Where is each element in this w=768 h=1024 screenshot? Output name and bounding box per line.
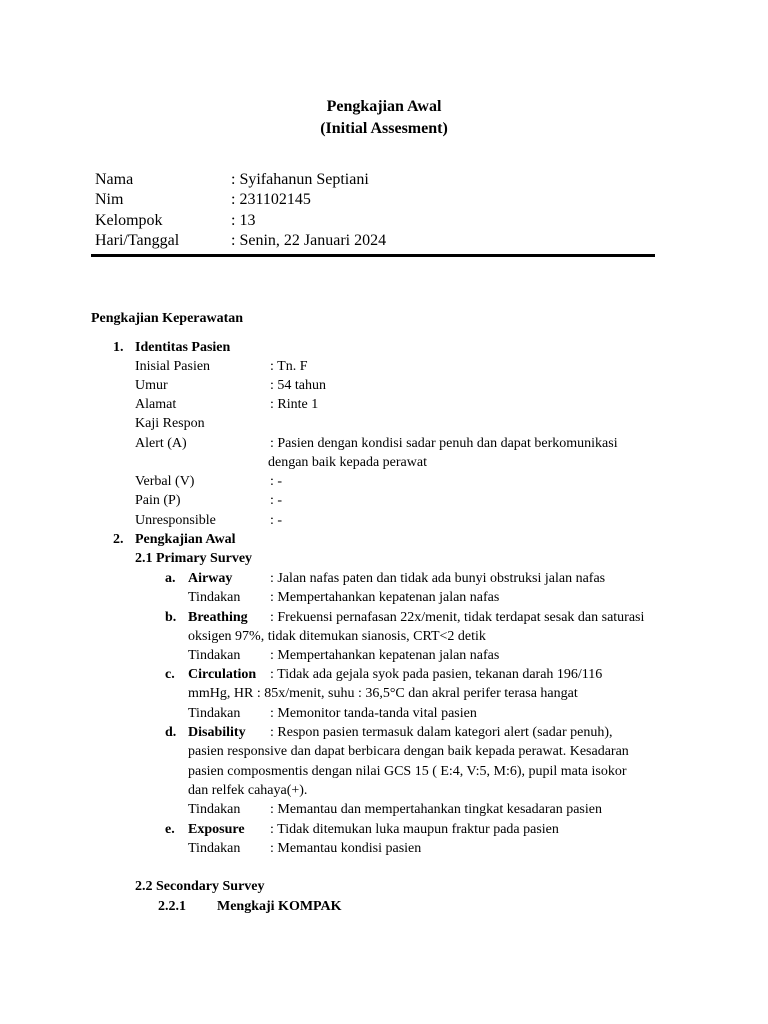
exposure-tindakan-label: Tindakan [188, 841, 241, 856]
identitas-label-inisial: Inisial Pasien [135, 359, 211, 374]
circulation-tindakan: : Memonitor tanda-tanda vital pasien [270, 706, 477, 721]
identitas-label-alert: Alert (A) [135, 436, 187, 451]
breathing-line-1: : Frekuensi pernafasan 22x/menit, tidak terdapat sesak dan saturasi [270, 610, 645, 625]
identitas-label-kaji-respon: Kaji Respon [135, 416, 205, 431]
identitas-label-umur: Umur [135, 378, 168, 393]
identitas-value-alert-cont: dengan baik kepada perawat [268, 455, 427, 470]
disability-line-4: dan relfek cahaya(+). [188, 783, 308, 798]
identitas-heading: Identitas Pasien [135, 340, 231, 355]
field-value-hari-tanggal: : Senin, 22 Januari 2024 [231, 232, 387, 249]
breathing-tindakan-label: Tindakan [188, 648, 241, 663]
circulation-name: Circulation [188, 667, 257, 682]
document-subtitle: (Initial Assesment) [320, 120, 448, 137]
circulation-tindakan-label: Tindakan [188, 706, 241, 721]
identitas-value-pain: : - [270, 493, 283, 508]
section-title: Pengkajian Keperawatan [91, 311, 244, 326]
field-label-kelompok: Kelompok [95, 212, 163, 229]
field-value-nama: : Syifahanun Septiani [231, 171, 369, 188]
exposure-tindakan: : Memantau kondisi pasien [270, 841, 422, 856]
exposure-letter: e. [165, 822, 175, 837]
exposure-name: Exposure [188, 822, 245, 837]
disability-name: Disability [188, 725, 246, 740]
exposure-line-1: : Tidak ditemukan luka maupun fraktur pada pasien [270, 822, 559, 837]
field-label-nama: Nama [95, 171, 134, 188]
disability-line-1: : Respon pasien termasuk dalam kategori alert (sadar penuh), [270, 725, 613, 740]
identitas-label-unresponsible: Unresponsible [135, 513, 216, 528]
primary-survey-heading: 2.1 Primary Survey [135, 551, 253, 566]
breathing-letter: b. [165, 610, 177, 625]
identitas-value-alamat: : Rinte 1 [270, 397, 319, 412]
airway-name: Airway [188, 571, 233, 586]
document-title: Pengkajian Awal [326, 98, 442, 115]
breathing-tindakan: : Mempertahankan kepatenan jalan nafas [270, 648, 500, 663]
field-label-nim: Nim [95, 191, 124, 208]
identitas-label-pain: Pain (P) [135, 493, 181, 508]
disability-line-2: pasien responsive dan dapat berbicara dengan baik kepada perawat. Kesadaran [188, 744, 629, 759]
identitas-label-verbal: Verbal (V) [135, 474, 195, 489]
circulation-letter: c. [165, 667, 175, 682]
disability-tindakan: : Memantau dan mempertahankan tingkat kesadaran pasien [270, 802, 602, 817]
identitas-value-alert: : Pasien dengan kondisi sadar penuh dan dapat berkomunikasi [270, 436, 618, 451]
airway-line-1: : Jalan nafas paten dan tidak ada bunyi obstruksi jalan nafas [270, 571, 606, 586]
airway-tindakan-label: Tindakan [188, 590, 241, 605]
secondary-survey-heading: 2.2 Secondary Survey [135, 879, 265, 894]
awal-number: 2. [113, 532, 124, 547]
identitas-value-umur: : 54 tahun [270, 378, 326, 393]
identitas-value-inisial: : Tn. F [270, 359, 308, 374]
airway-letter: a. [165, 571, 176, 586]
circulation-line-1: : Tidak ada gejala syok pada pasien, tekanan darah 196/116 [270, 667, 603, 682]
kompak-heading: Mengkaji KOMPAK [217, 899, 342, 914]
identitas-label-alamat: Alamat [135, 397, 177, 412]
field-value-kelompok: : 13 [231, 212, 256, 229]
header-divider [91, 254, 655, 257]
breathing-line-2: oksigen 97%, tidak ditemukan sianosis, CRT<2 detik [188, 629, 486, 644]
identitas-value-verbal: : - [270, 474, 283, 489]
identitas-number: 1. [113, 340, 124, 355]
airway-tindakan: : Mempertahankan kepatenan jalan nafas [270, 590, 500, 605]
identitas-value-unresponsible: : - [270, 513, 283, 528]
field-value-nim: : 231102145 [231, 191, 311, 208]
field-label-hari-tanggal: Hari/Tanggal [95, 232, 180, 249]
disability-letter: d. [165, 725, 177, 740]
disability-tindakan-label: Tindakan [188, 802, 241, 817]
awal-heading: Pengkajian Awal [135, 532, 236, 547]
breathing-name: Breathing [188, 610, 248, 625]
circulation-line-2: mmHg, HR : 85x/menit, suhu : 36,5°C dan akral perifer terasa hangat [188, 686, 578, 701]
kompak-number: 2.2.1 [158, 899, 186, 914]
disability-line-3: pasien composmentis dengan nilai GCS 15 ( E:4, V:5, M:6), pupil mata isokor [188, 764, 627, 779]
